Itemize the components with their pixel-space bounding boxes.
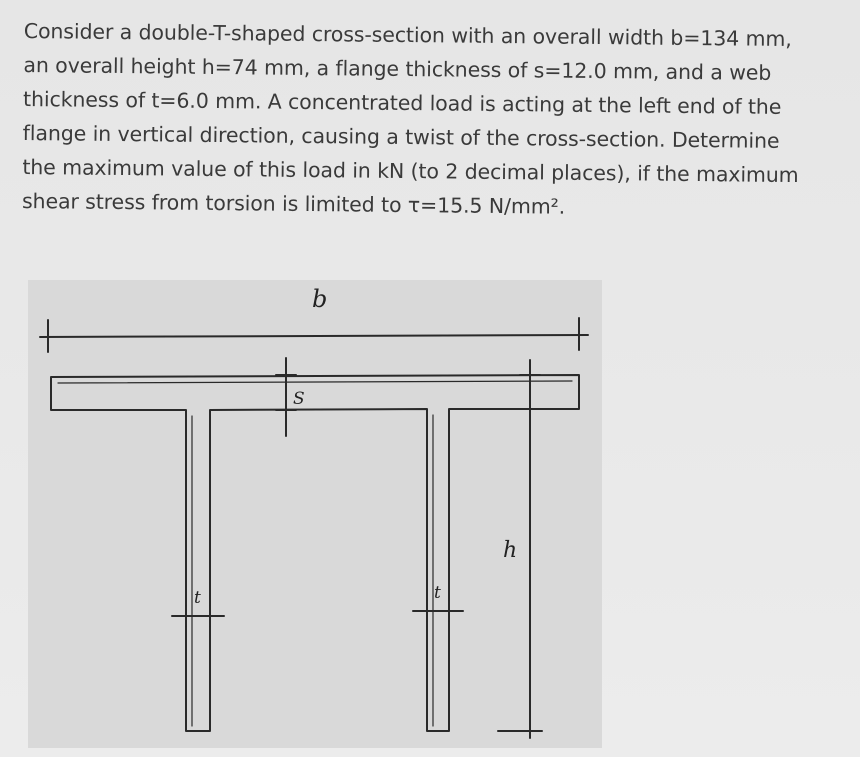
double-t-diagram <box>28 280 602 748</box>
problem-line: flange in vertical direction, causing a twist of the cross-section. Determine <box>22 120 780 153</box>
width-dimension-line <box>40 335 588 337</box>
width-label: b <box>312 285 328 313</box>
problem-line: an overall height h=74 mm, a flange thickness of s=12.0 mm, and a web <box>23 52 772 85</box>
problem-line: Consider a double-T-shaped cross-section with an overall width b=134 mm, <box>23 18 792 52</box>
problem-line: thickness of t=6.0 mm. A concentrated load is acting at the left end of the <box>22 86 782 119</box>
flange-thickness-label: S <box>293 389 305 409</box>
cross-section-figure <box>28 280 602 748</box>
problem-statement <box>22 14 858 227</box>
right-web-thickness-label: t <box>434 583 441 603</box>
problem-line: the maximum value of this load in kN (to 2 decimal places), if the maximum <box>22 154 799 188</box>
height-label: h <box>503 538 518 563</box>
left-web-thickness-label: t <box>194 588 201 608</box>
double-t-outline <box>51 375 579 731</box>
problem-line: shear stress from torsion is limited to τ=15.5 N/mm². <box>21 188 566 219</box>
flange-top-inner-line <box>58 381 572 383</box>
